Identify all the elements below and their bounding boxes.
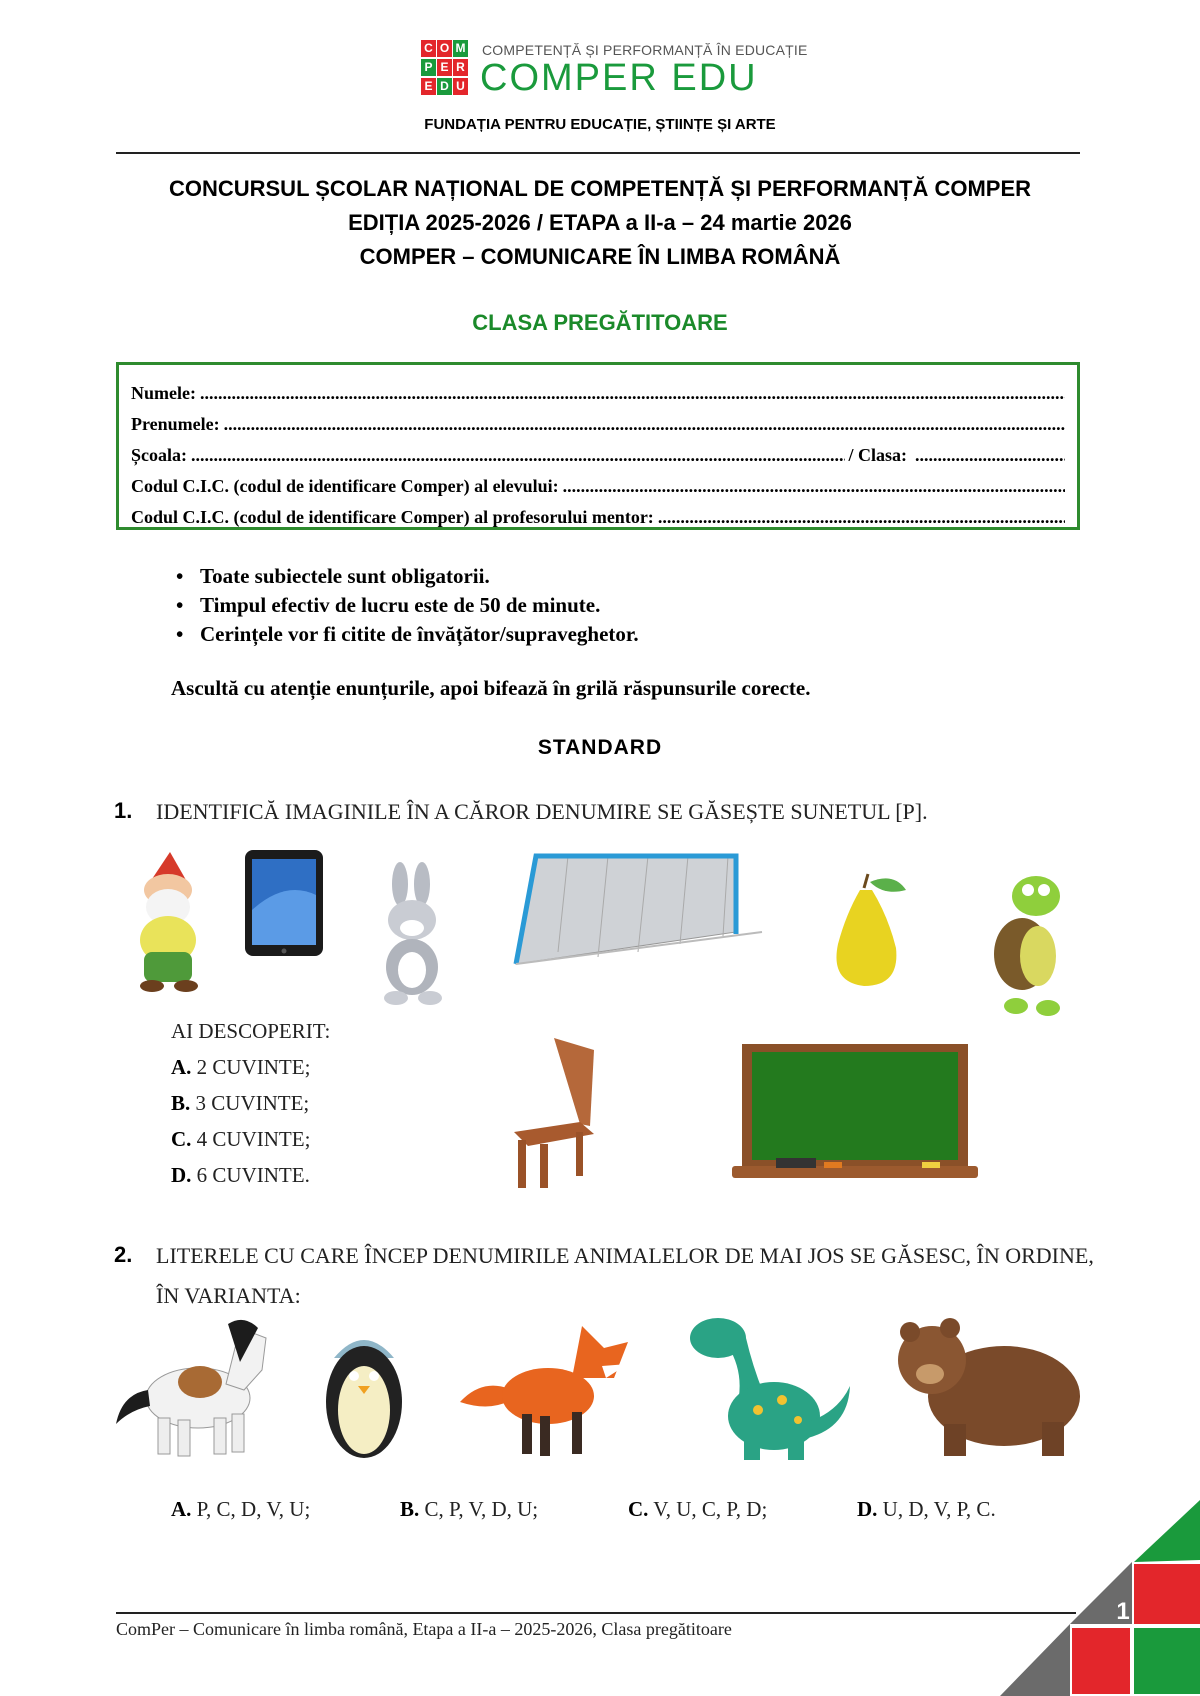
option-text: 3 CUVINTE; <box>195 1091 310 1115</box>
question-1-options <box>171 1013 330 1193</box>
option-text: U, D, V, P, C. <box>882 1497 996 1521</box>
option-text: C, P, V, D, U; <box>424 1497 539 1521</box>
rules-list <box>176 562 639 649</box>
option-text: P, C, D, V, U; <box>196 1497 311 1521</box>
answer-option-a[interactable] <box>171 1049 330 1085</box>
logo-letter: U <box>453 78 468 95</box>
question-2-number: 2. <box>114 1242 133 1267</box>
name-field[interactable] <box>131 380 1065 404</box>
contest-title: CONCURSUL ȘCOLAR NAȚIONAL DE COMPETENȚĂ ȘI PERFORMANȚĂ COMPER <box>168 176 1032 201</box>
mentor-code-label: Codul C.I.C. (codul de identificare Comper) al profesorului mentor: <box>131 507 654 527</box>
penguin-image <box>320 1328 408 1460</box>
logo-name: COMPER EDU <box>480 57 758 99</box>
section-title: STANDARD <box>537 736 663 759</box>
class-label: / Clasa: <box>848 445 907 465</box>
instruction-text: Ascultă cu atenție enunțurile, apoi bifează în grilă răspunsurile corecte. <box>171 676 811 700</box>
option-text: 6 CUVINTE. <box>196 1163 310 1187</box>
option-text: 2 CUVINTE; <box>196 1055 311 1079</box>
footer-text: ComPer – Comunicare în limba română, Etapa a II-a – 2025-2026, Clasa pregătitoare <box>116 1619 732 1639</box>
blackboard-image <box>732 1044 978 1180</box>
pear-image <box>822 874 908 988</box>
subject-line: COMPER – COMUNICARE ÎN LIMBA ROMÂNĂ <box>359 244 841 269</box>
corner-decoration <box>1000 1500 1200 1696</box>
school-label: Școala: <box>131 445 187 465</box>
logo-letter: E <box>421 78 436 95</box>
logo-letter: R <box>453 59 468 76</box>
student-id-form <box>116 362 1080 530</box>
dinosaur-image <box>688 1312 852 1464</box>
question-2-text: LITERELE CU CARE ÎNCEP DENUMIRILE ANIMALELOR DE MAI JOS SE GĂSESC, ÎN ORDINE, ÎN VARIANTA: <box>156 1243 1094 1308</box>
logo-letter: C <box>421 40 436 57</box>
option-letter: A. <box>171 1497 192 1521</box>
page-number: 1 <box>1116 1598 1130 1625</box>
student-code-field[interactable] <box>131 473 1065 497</box>
bear-image <box>892 1314 1082 1460</box>
logo-letter: D <box>437 78 452 95</box>
fox-image <box>456 1318 632 1458</box>
logo-letter: P <box>421 59 436 76</box>
answer-option-d[interactable] <box>857 1497 996 1522</box>
footer-rule <box>116 1612 1076 1614</box>
dwarf-image <box>128 852 210 994</box>
option-letter: D. <box>857 1497 878 1521</box>
logo-letter: O <box>437 40 452 57</box>
logo-letter: M <box>453 40 468 57</box>
option-letter: A. <box>171 1055 192 1079</box>
rabbit-image <box>372 862 454 1008</box>
question-1-number: 1. <box>114 798 133 823</box>
foundation-name: FUNDAȚIA PENTRU EDUCAȚIE, ȘTIINȚE ȘI ARTE <box>424 116 776 133</box>
tablet-image <box>245 850 323 956</box>
answer-option-c[interactable] <box>628 1497 767 1522</box>
first-name-label: Prenumele: <box>131 414 220 434</box>
option-letter: B. <box>400 1497 420 1521</box>
question-1-lead: AI DESCOPERIT: <box>171 1019 331 1043</box>
rule-item: • Cerințele vor fi citite de învățător/supraveghetor. <box>176 620 639 649</box>
answer-option-b[interactable] <box>400 1497 538 1522</box>
rule-item: • Toate subiectele sunt obligatorii. <box>176 562 639 591</box>
option-letter: B. <box>171 1091 191 1115</box>
rule-item: • Timpul efectiv de lucru este de 50 de minute. <box>176 591 639 620</box>
edition-line: EDIȚIA 2025-2026 / ETAPA a II-a – 24 martie 2026 <box>348 210 852 235</box>
name-label: Numele: <box>131 383 196 403</box>
first-name-field[interactable] <box>131 411 1065 435</box>
school-field[interactable] <box>131 442 1065 466</box>
answer-option-d[interactable] <box>171 1157 330 1193</box>
mentor-code-field[interactable] <box>131 504 1065 528</box>
question-1-text: IDENTIFICĂ IMAGINILE ÎN A CĂROR DENUMIRE SE GĂSEȘTE SUNETUL [P]. <box>156 799 928 824</box>
grade-title: CLASA PREGĂTITOARE <box>472 310 728 335</box>
answer-option-b[interactable] <box>171 1085 330 1121</box>
horse-image <box>116 1314 274 1460</box>
turtle-image <box>986 872 1076 1018</box>
answer-option-a[interactable] <box>171 1497 310 1522</box>
answer-option-c[interactable] <box>171 1121 330 1157</box>
option-letter: D. <box>171 1163 192 1187</box>
chair-image <box>508 1036 598 1190</box>
option-letter: C. <box>171 1127 192 1151</box>
goal-image <box>508 852 764 976</box>
option-text: V, U, C, P, D; <box>653 1497 768 1521</box>
logo-tagline: COMPETENȚĂ ȘI PERFORMANȚĂ ÎN EDUCAȚIE <box>482 42 808 58</box>
option-text: 4 CUVINTE; <box>196 1127 311 1151</box>
option-letter: C. <box>628 1497 649 1521</box>
student-code-label: Codul C.I.C. (codul de identificare Comper) al elevului: <box>131 476 559 496</box>
logo-letter: E <box>437 59 452 76</box>
logo-mark <box>421 40 469 96</box>
header-rule <box>116 152 1080 154</box>
